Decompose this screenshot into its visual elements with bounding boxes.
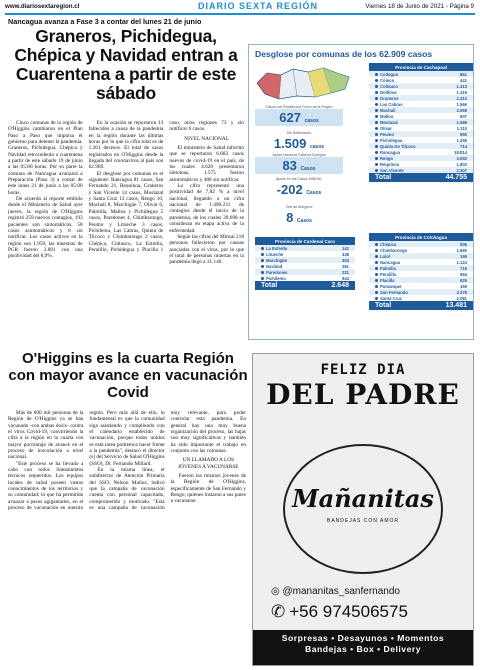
case-count: 195 xyxy=(460,253,467,259)
article2-body xyxy=(8,410,246,668)
paragraph: El ministerio de Salud informó que se reportaron 6.683 casos nuevos de covid-19 en el país, de los cuales 4.620 presentaron síntomas, 1.575 fueron asintomáticos y 488 sin notificar. xyxy=(169,145,244,183)
commune-name: La Estrella xyxy=(261,246,287,251)
case-count: 944 xyxy=(342,275,349,281)
case-count: 1.313 xyxy=(456,83,467,89)
instagram-icon: ◎ xyxy=(271,586,283,597)
province-table-cardenal-caro xyxy=(255,237,355,290)
brand-tagline: BANDEJAS CON AMOR xyxy=(326,518,399,524)
case-count: 2.081 xyxy=(456,295,467,301)
case-count: 2.307 xyxy=(456,167,467,173)
paragraph: Según las cifras del Minsal 218 personas fallecieron por causas asociadas con el virus, por lo que el total de personas muertas en la pandemia llegó a 31.140. xyxy=(169,233,244,266)
case-count: 281 xyxy=(342,263,349,269)
province-table-cachapoal xyxy=(369,63,473,182)
summary-box: Test de Antígeno 8 Casos xyxy=(285,205,313,225)
article-body xyxy=(8,120,244,342)
paragraph: Fueron los mismos jóvenes de la Región de O'Higgins, específicamente de San Fernando y Rengo, quienes instaron a sus pares a vacunarse. xyxy=(170,473,246,505)
commune-name: Litueche xyxy=(261,252,283,257)
page-date: Viernes 18 de Junio de 2021 - Página 9 xyxy=(365,2,474,10)
case-count: 1.419 xyxy=(456,89,467,95)
commune-name: Las Cabras xyxy=(375,102,403,107)
commune-name: Rengo xyxy=(375,156,393,161)
commune-name: Placilla xyxy=(375,278,394,283)
commune-name: Lolol xyxy=(375,254,390,259)
commune-name: Nancagua xyxy=(375,260,400,265)
province-total: Total 13.481 xyxy=(369,301,473,310)
paragraph: La cifra representó una positividad de 7,82 % a nivel nacional, llegando a un cifra nacional de 1.498.231 de contagios desde el inicio de la pandemia, de los cuales 39.698 se consideran en etapa activa de la enfermedad. xyxy=(169,183,244,234)
article2-title: O'Higgins es la cuarta Región con mayor avance en vacunación Covid xyxy=(8,350,248,401)
paragraph: De acuerdo al reporte emitido desde el Ministerio de Salud ayer jueves, la región de O'Higgins registró 259 nuevos contagios, 193 pacientes son sintomáticos, 58 casos asintomáticos y 8 sin notificar. Los casos activos en la región son 1.959, las muestras de PCR fueron 2.881 con una positividad del 8,9%. xyxy=(8,196,83,260)
case-count: 3.378 xyxy=(456,289,467,295)
case-count: 2.069 xyxy=(456,107,467,113)
commune-name: Peumo xyxy=(375,132,394,137)
province-total: Total 2.648 xyxy=(255,281,355,290)
case-count: 714 xyxy=(460,143,467,149)
summary-box: Sin Notificación 1.509 casos xyxy=(273,131,325,151)
case-count: 625 xyxy=(460,277,467,283)
province-header: Provincia de Colchagua xyxy=(369,233,473,241)
commune-name: Coinco xyxy=(375,78,394,83)
case-count: 438 xyxy=(342,251,349,257)
case-count: 1.110 xyxy=(456,125,467,131)
case-count: 221 xyxy=(342,269,349,275)
article-kicker: Nancagua avanza a Fase 3 a contar del lunes 21 de junio xyxy=(8,17,202,26)
paragraph: Cinco comunas de la región de O'Higgins cambiaron en el Plan Paso a Paso que impulsa el gobierno para detener la pandemia. Graneros, Pichidegua, Chépica y Navidad retrocederán a cuarentena a partir de este sábado 19 de junio a las 05:00 horas. Por su parte la comuna de Nancagua avanzará a Preparación (Paso 3) a contar de este lunes 21 de junio a las 05:00 horas. xyxy=(8,120,83,196)
case-count: 404 xyxy=(342,257,349,263)
commune-name: Navidad xyxy=(261,264,282,269)
advertisement[interactable] xyxy=(252,353,474,666)
commune-name: San Vicente xyxy=(375,168,404,173)
paragraph: En la misma línea, el subdirector de Atención Primaria del SSO, Nelson Muñoz, indicó que la campaña de vacunación cuenta con personal capacitado, comprometido y motivado. "Esta es una campaña de vacunación muy relevante, para poder controlar esta pandemia. En general hay una muy buena organización del proceso, las bajas son muy significativas y también ha sido importante el trabajo en conjunto con las comunas. xyxy=(89,410,246,512)
infographic xyxy=(248,44,474,340)
paragraph: "Este proceso se ha llevado a cabo con todos lineamientos técnicos requeridos. Los equipos locales de salud poseen vastos conocimientos de los territorios y su comunidad; lo que ha permitido avanzar a pasos agigantados, en el proceso de vacunación en nuestro región. Pero más allá de ello, lo fundamental es que la comunidad siga asistiendo y cumpliendo con el calendario establecido de vacunación, porque todos unidos es esta tarea podremos hacer frente a la pandemia", destacó el director (s) del Servicio de Salud O'Higgins (SSO), Dr. Fernando Millard. xyxy=(8,410,165,512)
instagram-handle[interactable]: ◎ @mananitas_sanfernando xyxy=(271,586,400,597)
case-count: 1.586 xyxy=(456,119,467,125)
case-count: 861 xyxy=(460,71,467,77)
paragraph: Más de 600 mil personas de la Región de O'Higgins ya se han vacunado -con ambas dosis- contra el virus Covid-19, convirtiendo la cifra a la región en la cuarta con mayor porcentaje de avance en el proceso de inoculación a nivel nacional. xyxy=(8,410,84,461)
case-count: 950 xyxy=(460,131,467,137)
case-count: 1.802 xyxy=(456,161,467,167)
commune-name: Codegua xyxy=(375,72,398,77)
paragraph: En la ocasión se reportaron 13 fallecidos a causa de la pandemia en la región durante las últimas horas por lo que la cifra total es de 1.261 decesos. El total de casos registrados en O'Higgins desde la llegada del coronavirus al país son 62.909. xyxy=(88,120,164,171)
commune-name: Pichilemu xyxy=(261,276,286,281)
commune-name: Pichidegua xyxy=(375,138,402,143)
services-bar: Sorpresas • Desayunos • Momentos Bandejas • Box • Delivery xyxy=(253,630,473,666)
case-count: 3.052 xyxy=(456,155,467,161)
case-count: 594 xyxy=(460,271,467,277)
subheading: NIVEL NACIONAL xyxy=(184,135,229,142)
region-map-icon xyxy=(253,63,353,103)
case-count: 18.814 xyxy=(454,149,467,155)
summary-box: Casos con Residencia Fuera de la Región 627 casos xyxy=(255,105,343,126)
summary-box: Ajuste en los Casos MINSAL -202 Casos xyxy=(275,177,323,197)
case-count: 441 xyxy=(460,77,467,83)
commune-name: Malloa xyxy=(375,114,393,119)
page-header xyxy=(0,0,480,12)
commune-name: Rancagua xyxy=(375,150,400,155)
case-count: 1.566 xyxy=(456,101,467,107)
commune-name: Doñihue xyxy=(375,90,397,95)
commune-name: Quinta De Tilcoco xyxy=(375,144,416,149)
province-table-colchagua xyxy=(369,233,473,310)
infographic-title: Desglose por comunas de los 62.909 casos xyxy=(255,49,433,59)
commune-name: Palmilla xyxy=(375,266,396,271)
ad-headline-large: DEL PADRE xyxy=(266,378,460,411)
commune-name: Chimbarongo xyxy=(375,248,407,253)
site-url[interactable]: www.diariosextaregion.cl xyxy=(5,2,80,10)
commune-name: Graneros xyxy=(375,96,399,101)
case-count: 2.312 xyxy=(456,95,467,101)
summary-box: Ajuste Nacional Sistema Epivigila 83 Casos xyxy=(255,153,343,174)
whatsapp-icon: ✆ xyxy=(271,602,286,621)
case-count: 719 xyxy=(460,265,467,271)
province-total: Total 44.755 xyxy=(369,173,473,182)
commune-name: Paredones xyxy=(261,270,287,275)
commune-name: Chépica xyxy=(375,242,396,247)
commune-name: Pumanque xyxy=(375,284,401,289)
commune-name: Coltauco xyxy=(375,84,398,89)
province-header: Provincia de Cachapoal xyxy=(369,63,473,71)
case-count: 1.124 xyxy=(456,259,467,265)
province-header: Provincia de Cardenal Caro xyxy=(255,237,355,245)
commune-name: Olivar xyxy=(375,126,392,131)
brand-name: Mañanitas xyxy=(292,484,434,513)
case-count: 169 xyxy=(460,283,467,289)
case-count: 936 xyxy=(460,241,467,247)
commune-name: Santa Cruz xyxy=(375,296,402,301)
case-count: 142 xyxy=(342,245,349,251)
ad-headline: FELIZ DIA xyxy=(320,362,406,378)
subheading: UN LLAMADO A LOS JÓVENES A VACUNARSE xyxy=(178,457,239,470)
section-title: DIARIO SEXTA REGIÓN xyxy=(198,1,319,11)
commune-name: Marchigüe xyxy=(261,258,287,263)
case-count: 1.660 xyxy=(456,247,467,253)
commune-name: Requínoa xyxy=(375,162,399,167)
commune-name: San Fernando xyxy=(375,290,408,295)
commune-name: Mostazal xyxy=(375,120,398,125)
commune-name: Peralillo xyxy=(375,272,396,277)
commune-name: Machalí xyxy=(375,108,395,113)
case-count: 907 xyxy=(460,113,467,119)
header-rule xyxy=(5,13,475,15)
paragraph: El desglose por comunas es el siguiente: Rancagua 81 casos, San Fernando 21, Requínoa, Graneros y San Vicente 14 casos, Mostazal y Santa Cruz 13 casos, Rengo 10, Machalí 8, Marchigüe 7, Olivar 6, Palmilla, Malloa y Pichidegua 5 casos, Paredones 4, Chimbarongo, Peumo y Litueche 3 casos, Pichilemu, Las Cabras, Quinta de Tilcoco y Chimbarongo 2 casos, Chépica, Coltauco, La Estrella, Peralillo, Pichidegua y Placilla 1 caso, otras regiones 73 y sin notificar 6 casos. xyxy=(88,120,244,253)
case-count: 1.256 xyxy=(456,137,467,143)
article-title: Graneros, Pichidegua, Chépica y Navidad entran a Cuarentena a partir de este sábado xyxy=(14,26,238,103)
whatsapp-phone[interactable]: ✆ +56 974506575 xyxy=(271,602,408,621)
